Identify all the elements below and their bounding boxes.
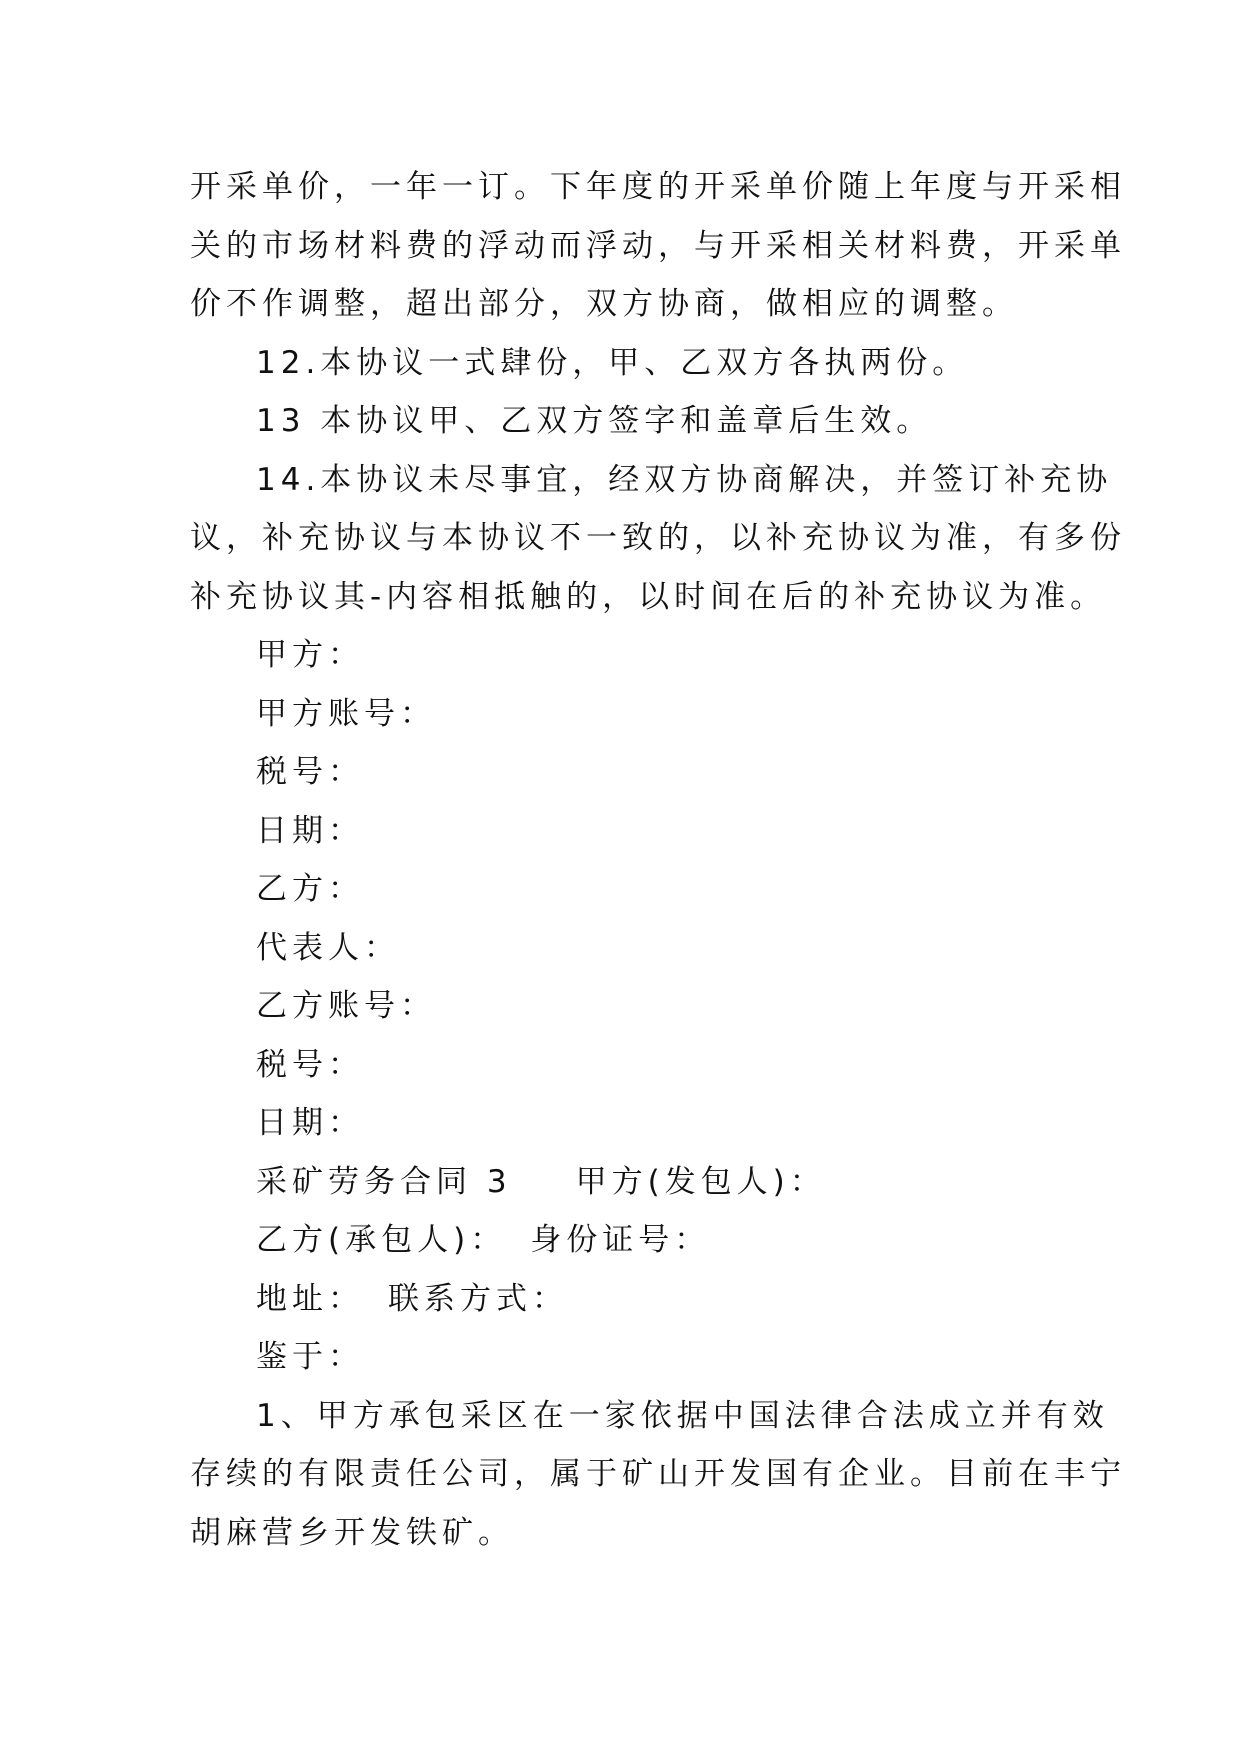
- clause-13: 13 本协议甲、乙双方签字和盖章后生效。: [256, 403, 933, 439]
- address-line: [190, 1270, 1056, 1329]
- party-a-account-field: 甲方账号：: [256, 695, 436, 732]
- contract-title: 采矿劳务合同 3: [256, 1163, 512, 1200]
- whereas-heading: 鉴于：: [256, 1339, 364, 1375]
- document-body: [190, 158, 1126, 1562]
- party-a-date-field: 日期：: [256, 812, 364, 849]
- paragraph-line: 开采单价，一年一订。下年度的开采单价随上年度与开采相: [190, 169, 1126, 205]
- address-field: 地址：: [256, 1280, 364, 1317]
- clause-12: 12.本协议一式肆份，甲、乙双方各执两份。: [256, 344, 969, 381]
- representative-field: 代表人：: [256, 929, 400, 966]
- contract-3-header-line: [190, 1153, 1056, 1212]
- paragraph-line: 关的市场材料费的浮动而浮动，与开采相关材料费，开采单: [190, 227, 1126, 264]
- party-b-field: 乙方：: [256, 871, 364, 907]
- paragraph-line: 价不作调整，超出部分，双方协商，做相应的调整。: [190, 286, 1018, 322]
- party-b-date-field: 日期：: [256, 1105, 364, 1141]
- clause-1-line: 存续的有限责任公司，属于矿山开发国有企业。目前在丰宁: [190, 1456, 1126, 1492]
- contact-field: 联系方式：: [388, 1280, 568, 1317]
- clause-14-line: 补充协议其-内容相抵触的，以时间在后的补充协议为准。: [190, 578, 1107, 615]
- party-b-account-field: 乙方账号：: [256, 988, 436, 1024]
- clause-14-line: 议，补充协议与本协议不一致的，以补充协议为准，有多份: [190, 520, 1126, 556]
- party-b-contractor-field: 乙方(承包人)：: [256, 1222, 507, 1258]
- clause-1-line: 胡麻营乡开发铁矿。: [190, 1514, 514, 1551]
- party-a-employer-field: 甲方(发包人)：: [575, 1163, 826, 1200]
- clause-14-line: 14.本协议未尽事宜，经双方协商解决，并签订补充协: [256, 461, 1113, 498]
- id-number-field: 身份证号：: [530, 1222, 711, 1258]
- party-a-tax-field: 税号：: [256, 754, 364, 790]
- party-b-tax-field: 税号：: [256, 1046, 364, 1083]
- clause-1-line: 1、甲方承包采区在一家依据中国法律合法成立并有效: [256, 1397, 1109, 1434]
- contractor-line: [190, 1211, 1056, 1270]
- party-a-field: 甲方：: [256, 637, 364, 673]
